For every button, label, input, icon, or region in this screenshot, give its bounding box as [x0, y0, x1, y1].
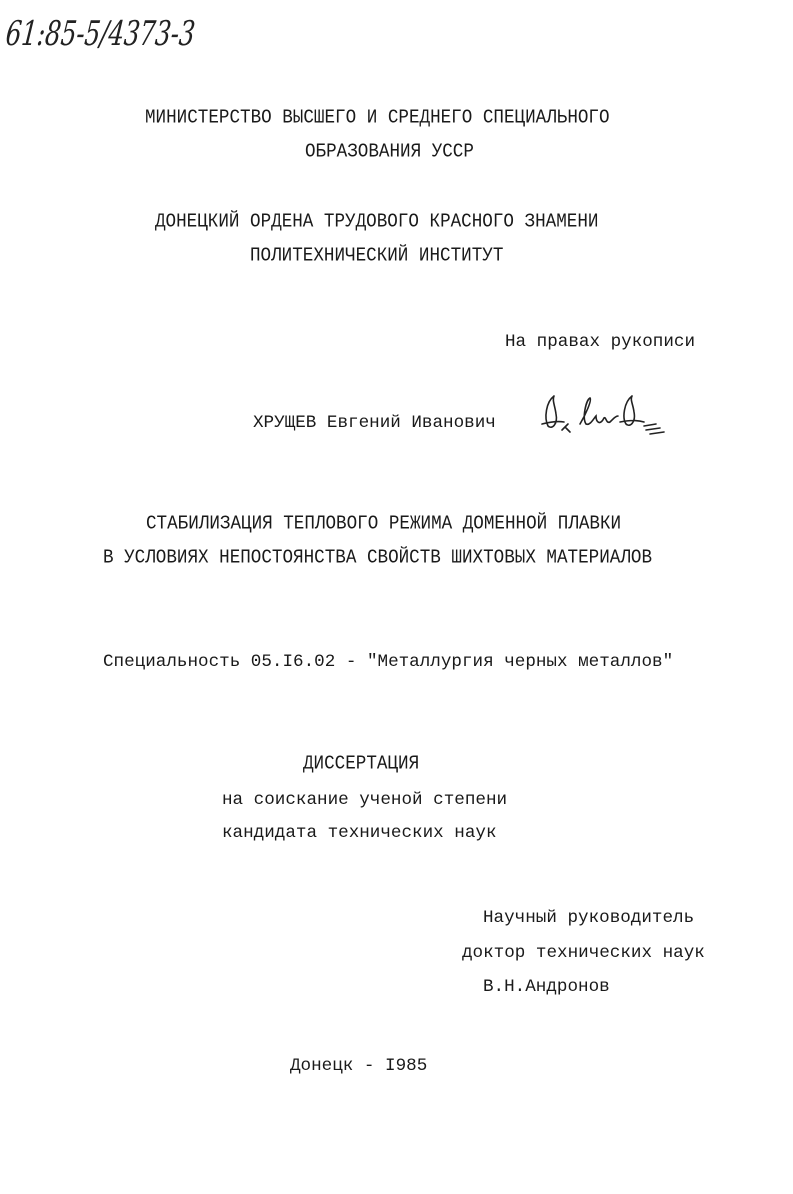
degree-line-2: кандидата технических наук [222, 823, 497, 843]
supervisor-label: Научный руководитель [483, 908, 695, 928]
document-type: ДИССЕРТАЦИЯ [303, 753, 420, 775]
institute-line-1: ДОНЕЦКИЙ ОРДЕНА ТРУДОВОГО КРАСНОГО ЗНАМЕНИ [155, 211, 599, 233]
manuscript-note: На правах рукописи [505, 332, 696, 352]
supervisor-degree: доктор технических наук [462, 943, 705, 963]
degree-line-1: на соискание ученой степени [222, 790, 508, 810]
ministry-line-2: ОБРАЗОВАНИЯ УССР [305, 141, 474, 163]
archive-code-handwritten: 61:85-5/4373-3 [3, 14, 197, 54]
institute-line-2: ПОЛИТЕХНИЧЕСКИЙ ИНСТИТУТ [250, 245, 504, 267]
thesis-title-line-2: В УСЛОВИЯХ НЕПОСТОЯНСТВА СВОЙСТВ ШИХТОВЫХ МАТЕРИАЛОВ [103, 547, 653, 569]
specialty: Специальность 05.I6.02 - "Металлургия черных металлов" [103, 652, 674, 672]
place-year: Донецк - I985 [290, 1056, 428, 1076]
author-signature [540, 388, 685, 438]
author-name: ХРУЩЕВ Евгений Иванович [253, 413, 496, 433]
ministry-line-1: МИНИСТЕРСТВО ВЫСШЕГО И СРЕДНЕГО СПЕЦИАЛЬНОГО [145, 107, 610, 129]
supervisor-name: В.Н.Андронов [483, 977, 610, 997]
thesis-title-line-1: СТАБИЛИЗАЦИЯ ТЕПЛОВОГО РЕЖИМА ДОМЕННОЙ ПЛАВКИ [146, 513, 622, 535]
